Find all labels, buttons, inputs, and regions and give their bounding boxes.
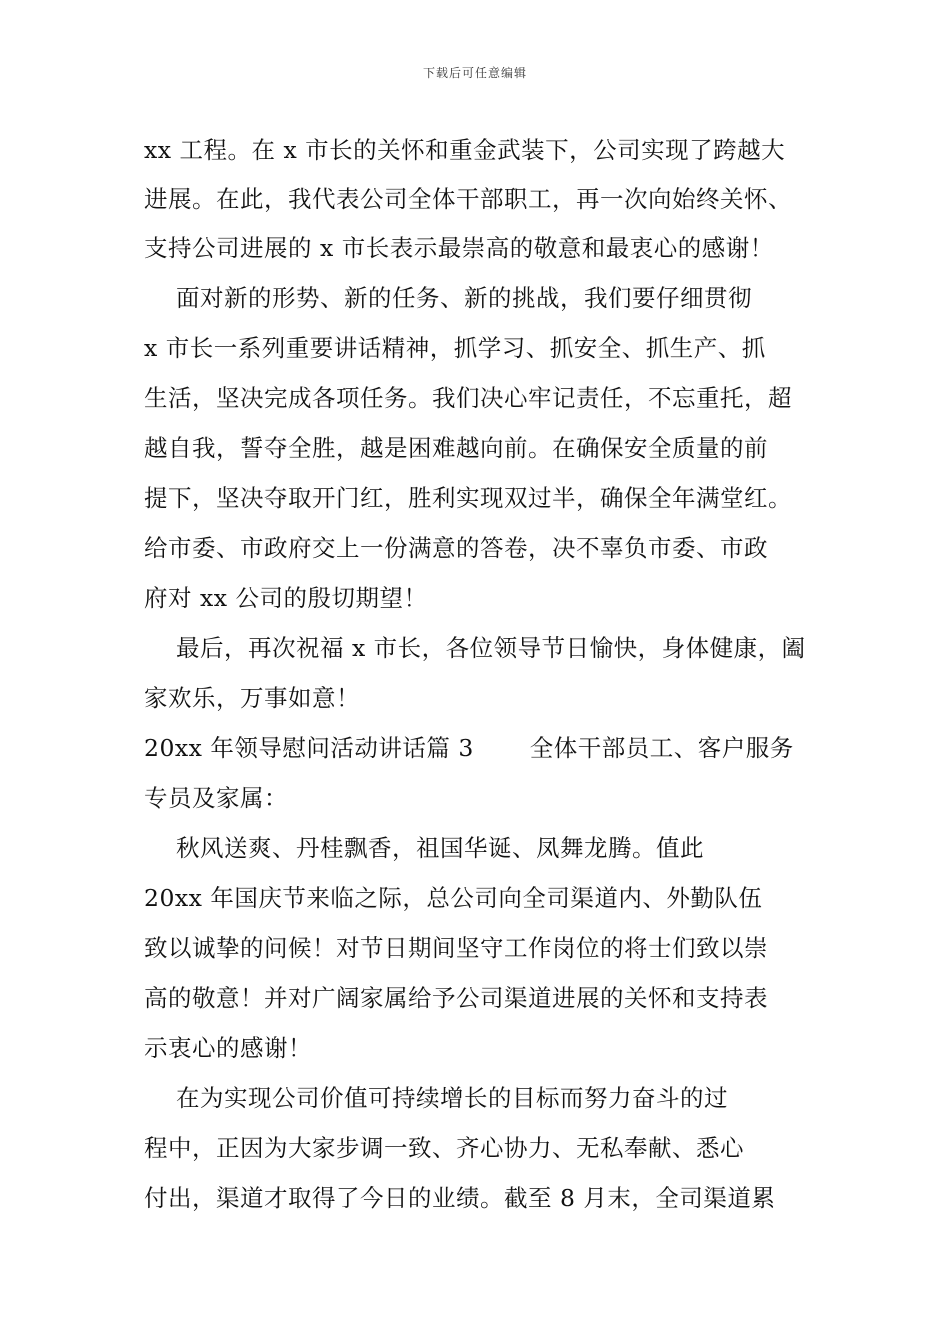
body-line: 在为实现公司价值可持续增长的目标而努力奋斗的过 [144, 1084, 728, 1112]
body-line: 付出，渠道才取得了今日的业绩。截至 8 月末，全司渠道累 [144, 1184, 776, 1212]
body-line: 越自我，誓夺全胜，越是困难越向前。在确保安全质量的前 [144, 434, 768, 462]
body-line: 20xx 年国庆节来临之际，总公司向全司渠道内、外勤队伍 [144, 884, 763, 912]
body-line: 最后，再次祝福 x 市长，各位领导节日愉快，身体健康，阖 [144, 634, 806, 662]
body-line: 专员及家属： [144, 784, 288, 812]
body-line: 支持公司进展的 x 市长表示最崇高的敬意和最衷心的感谢！ [144, 234, 774, 262]
body-line: 秋风送爽、丹桂飘香，祖国华诞、凤舞龙腾。值此 [144, 834, 704, 862]
body-line: 给市委、市政府交上一份满意的答卷，决不辜负市委、市政 [144, 534, 768, 562]
body-line: 提下，坚决夺取开门红，胜利实现双过半，确保全年满堂红。 [144, 484, 792, 512]
body-line: 面对新的形势、新的任务、新的挑战，我们要仔细贯彻 [144, 284, 752, 312]
page-header: 下载后可任意编辑 [422, 66, 527, 80]
body-line: 府对 xx 公司的殷切期望！ [144, 584, 428, 612]
body-line: 程中，正因为大家步调一致、齐心协力、无私奉献、悉心 [144, 1134, 744, 1162]
body-line: 生活，坚决完成各项任务。我们决心牢记责任，不忘重托，超 [144, 384, 792, 412]
body-line: 高的敬意！并对广阔家属给予公司渠道进展的关怀和支持表 [144, 984, 768, 1012]
section-heading-line: 20xx 年领导慰问活动讲话篇 3 全体干部员工、客户服务 [144, 734, 794, 762]
body-line: 示衷心的感谢！ [144, 1034, 312, 1062]
body-line: 致以诚挚的问候！对节日期间坚守工作岗位的将士们致以崇 [144, 934, 768, 962]
body-line: 进展。在此，我代表公司全体干部职工，再一次向始终关怀、 [144, 185, 792, 213]
body-line: x 市长一系列重要讲话精神，抓学习、抓安全、抓生产、抓 [144, 334, 766, 362]
body-line: 家欢乐，万事如意！ [144, 684, 360, 712]
body-line: xx 工程。在 x 市长的关怀和重金武装下，公司实现了跨越大 [144, 136, 786, 164]
